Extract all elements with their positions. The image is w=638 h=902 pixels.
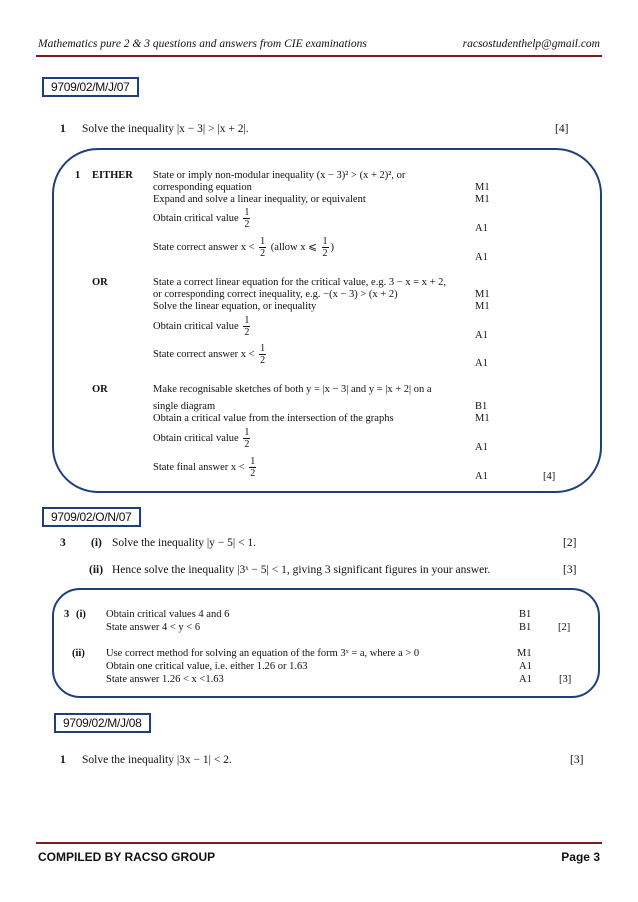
header-title: Mathematics pure 2 & 3 questions and answers from CIE examinations: [38, 38, 367, 50]
ms-line: State answer 4 < y < 6: [106, 622, 201, 633]
header-rule: [36, 55, 602, 57]
ms-mark: B1: [519, 622, 532, 633]
ms-line: State correct answer x < $\frac{1}{2}$ (allow x ⩽ $\frac{1}{2}$ ): [153, 236, 335, 259]
exam-code-tag: 9709/02/O/N/07: [42, 507, 141, 527]
ms-mark: A1: [519, 661, 532, 672]
ms-line: Expand and solve a linear inequality, or equivalent: [153, 194, 366, 205]
exam-code-tag: 9709/02/M/J/07: [42, 77, 139, 97]
question-marks: [3]: [563, 564, 577, 576]
ms-either-label: EITHER: [92, 170, 133, 181]
ms-mark: M1: [475, 413, 490, 424]
ms-number: 3: [64, 609, 70, 620]
question-text: Hence solve the inequality |3ˣ − 5| < 1, giving 3 significant figures in your answer.: [112, 564, 491, 576]
ms-total: [4]: [543, 471, 556, 482]
question-part: (i): [91, 537, 102, 549]
ms-line: Make recognisable sketches of both y = |x − 3| and y = |x + 2| on a: [153, 384, 432, 395]
ms-line: Obtain critical value $\frac{1}{2}$: [153, 427, 250, 450]
question-number: 1: [60, 123, 66, 135]
fraction: $\frac{1}{2}$: [260, 343, 266, 366]
fraction: $\frac{1}{2}$: [244, 207, 250, 230]
ms-total: [3]: [559, 674, 572, 685]
ms-line: Obtain critical value $\frac{1}{2}$: [153, 207, 250, 230]
header-email: racsostudenthelp@gmail.com: [462, 38, 600, 50]
ms-line: Obtain a critical value from the intersection of the graphs: [153, 413, 394, 424]
ms-line: or corresponding correct inequality, e.g. −(x − 3) > (x + 2): [153, 289, 398, 300]
ms-line: State or imply non-modular inequality (x − 3)² > (x + 2)², or: [153, 170, 406, 181]
ms-line: Obtain critical values 4 and 6: [106, 609, 230, 620]
question-text: Solve the inequality |3x − 1| < 2.: [82, 754, 232, 766]
ms-line: State answer 1.26 < x <1.63: [106, 674, 224, 685]
question-marks: [4]: [555, 123, 569, 135]
question-text: Solve the inequality |y − 5| < 1.: [112, 537, 257, 549]
ms-or-label: OR: [92, 277, 108, 288]
question-part: (ii): [89, 564, 104, 576]
fraction: $\frac{1}{2}$: [244, 427, 250, 450]
ms-line: single diagram: [153, 401, 216, 412]
ms-mark: M1: [517, 648, 532, 659]
ms-part: (i): [76, 609, 86, 620]
ms-mark: M1: [475, 301, 490, 312]
ms-number: 1: [75, 170, 81, 181]
ms-mark: M1: [475, 182, 490, 193]
exam-code-tag: 9709/02/M/J/08: [54, 713, 151, 733]
ms-line: Solve the linear equation, or inequality: [153, 301, 317, 312]
ms-line: State a correct linear equation for the critical value, e.g. 3 − x = x + 2,: [153, 277, 446, 288]
page-header: [38, 38, 600, 52]
ms-line: State final answer x < $\frac{1}{2}$: [153, 456, 256, 479]
question-marks: [3]: [570, 754, 584, 766]
ms-line: State correct answer x < $\frac{1}{2}$: [153, 343, 266, 366]
ms-mark: M1: [475, 289, 490, 300]
ms-mark: A1: [475, 358, 488, 369]
fraction: $\frac{1}{2}$: [250, 456, 256, 479]
question-number: 3: [60, 537, 66, 549]
ms-mark: B1: [519, 609, 532, 620]
page-number: Page 3: [561, 850, 600, 864]
ms-or-label: OR: [92, 384, 108, 395]
ms-mark: M1: [475, 194, 490, 205]
ms-line: corresponding equation: [153, 182, 252, 193]
ms-mark: A1: [475, 252, 488, 263]
question-marks: [2]: [563, 537, 577, 549]
fraction: $\frac{1}{2}$: [322, 236, 328, 259]
ms-mark: B1: [475, 401, 488, 412]
ms-total: [2]: [558, 622, 571, 633]
fraction: $\frac{1}{2}$: [260, 236, 266, 259]
footer-rule: [36, 842, 602, 844]
ms-part: (ii): [72, 648, 85, 659]
ms-mark: A1: [519, 674, 532, 685]
fraction: $\frac{1}{2}$: [244, 315, 250, 338]
ms-line: Obtain critical value $\frac{1}{2}$: [153, 315, 250, 338]
question-text: Solve the inequality |x − 3| > |x + 2|.: [82, 123, 249, 135]
ms-mark: A1: [475, 223, 488, 234]
ms-line: Use correct method for solving an equation of the form 3ˣ = a, where a > 0: [106, 648, 420, 659]
question-number: 1: [60, 754, 66, 766]
ms-mark: A1: [475, 330, 488, 341]
ms-mark: A1: [475, 471, 488, 482]
footer-label: COMPILED BY RACSO GROUP: [38, 850, 216, 864]
ms-line: Obtain one critical value, i.e. either 1.26 or 1.63: [106, 661, 308, 672]
ms-mark: A1: [475, 442, 488, 453]
